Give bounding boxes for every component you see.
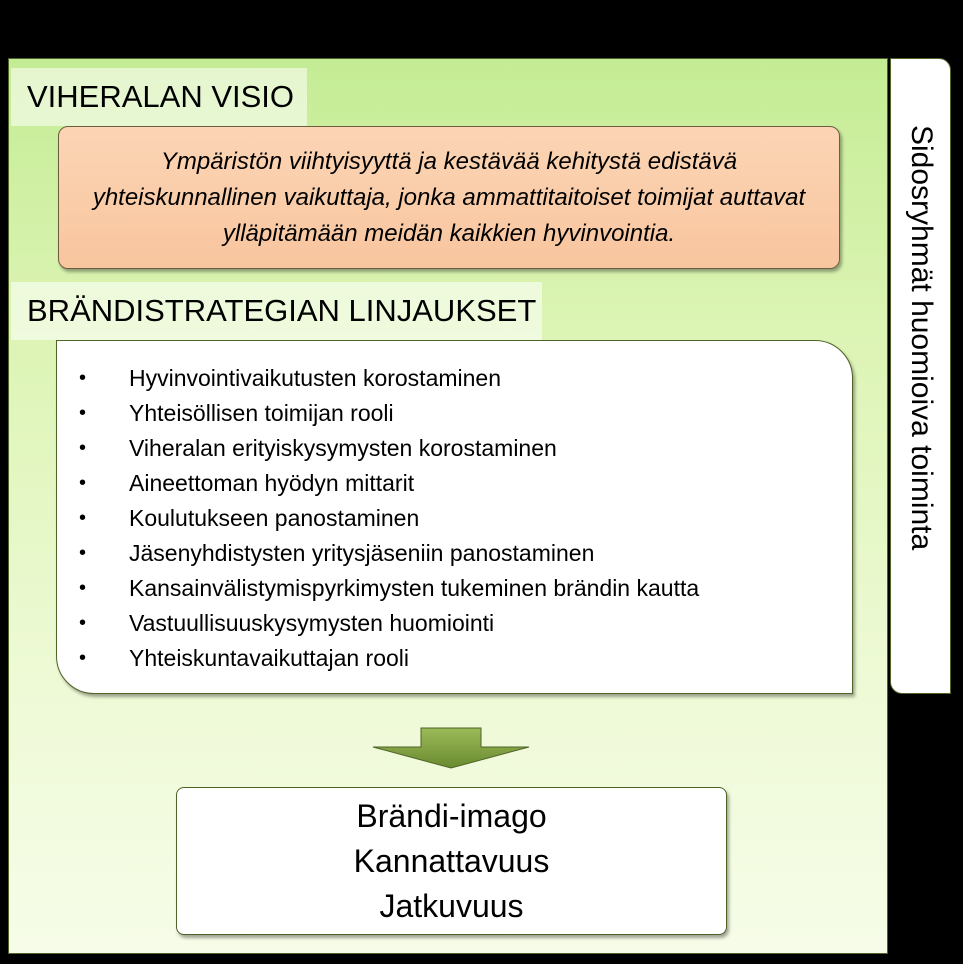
vision-box	[58, 126, 840, 269]
strategy-item-text: Kansainvälistymispyrkimysten tukeminen brändin kautta	[129, 575, 700, 601]
down-arrow-icon	[371, 727, 531, 769]
result-profitability: Kannattavuus	[353, 842, 550, 879]
strategy-item-text: Yhteisöllisen toimijan rooli	[129, 400, 394, 426]
strategy-item-text: Aineettoman hyödyn mittarit	[129, 470, 415, 496]
bullet-icon: •	[79, 542, 87, 564]
strategy-item-text: Yhteiskuntavaikuttajan rooli	[129, 645, 409, 671]
strategy-box	[56, 340, 853, 694]
bullet-icon: •	[79, 647, 87, 669]
strategy-list	[79, 361, 699, 676]
strategy-item	[79, 501, 699, 536]
bullet-icon: •	[79, 612, 87, 634]
strategy-item	[79, 361, 699, 396]
result-continuity: Jatkuvuus	[379, 887, 524, 924]
strategy-item-text: Hyvinvointivaikutusten korostaminen	[129, 365, 502, 391]
result-box	[176, 787, 727, 935]
strategy-item-text: Viheralan erityiskysymysten korostaminen	[129, 435, 557, 461]
strategy-item	[79, 431, 699, 466]
vision-text: Ympäristön viihtyisyyttä ja kestävää kehitystä edistävä yhteiskunnallinen vaikuttaja, jonka ammattitaitoiset toimijat auttavat ylläpitämään meidän kaikkien hyvinvointia.	[92, 147, 806, 247]
bullet-icon: •	[79, 367, 87, 389]
strategy-item	[79, 396, 699, 431]
strategy-item	[79, 641, 699, 676]
strategy-title: BRÄNDISTRATEGIAN LINJAUKSET	[11, 282, 542, 340]
bullet-icon: •	[79, 472, 87, 494]
side-box	[890, 58, 951, 694]
bullet-icon: •	[79, 507, 87, 529]
result-brand-image: Brändi-imago	[356, 797, 547, 834]
side-label: Sidosryhmät huomioiva toiminta	[904, 125, 938, 551]
strategy-item	[79, 606, 699, 641]
strategy-item	[79, 466, 699, 501]
strategy-item-text: Jäsenyhdistysten yritysjäseniin panostaminen	[129, 540, 595, 566]
strategy-item-text: Koulutukseen panostaminen	[129, 505, 420, 531]
bullet-icon: •	[79, 402, 87, 424]
strategy-item	[79, 571, 699, 606]
bullet-icon: •	[79, 577, 87, 599]
bullet-icon: •	[79, 437, 87, 459]
strategy-item	[79, 536, 699, 571]
vision-title: VIHERALAN VISIO	[11, 68, 307, 126]
strategy-item-text: Vastuullisuuskysymysten huomiointi	[129, 610, 495, 636]
